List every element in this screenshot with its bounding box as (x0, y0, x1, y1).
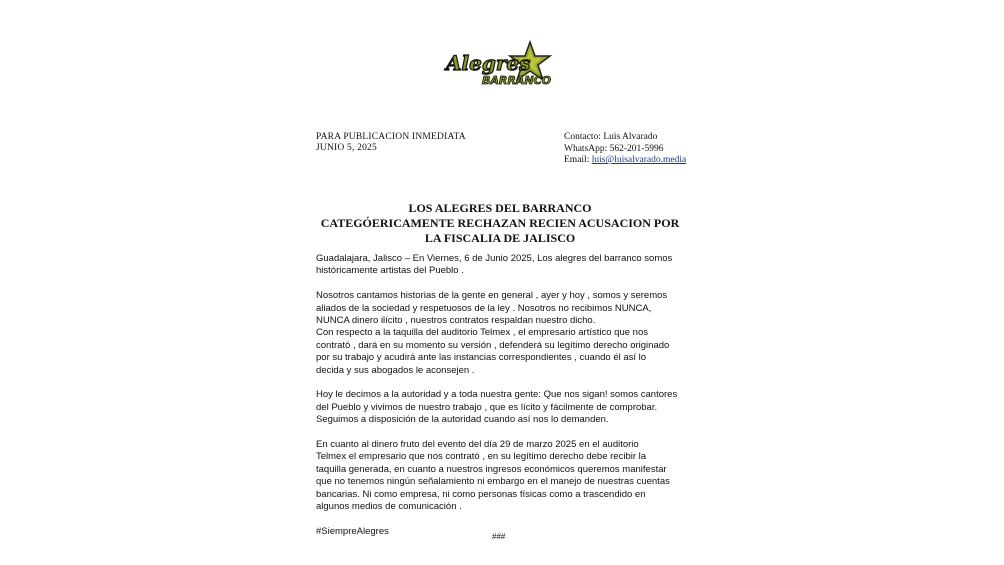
text-line: bancarias. Ni como empresa, ni como personas físicas como a trascendido en (316, 488, 646, 500)
text-line: históricamente artistas del Pueblo . (316, 265, 464, 277)
contact-email-label: Email: (564, 155, 592, 166)
paragraph-taquilla (316, 327, 696, 377)
paragraph-intro (316, 253, 696, 278)
text-line: por su trabajo y acudirá ante las instancias correspondientes , cuando él así lo (316, 352, 647, 364)
text-line: aliados de la sociedad y respetuosos de la ley . Nosotros no recibimos NUNCA, (316, 302, 652, 314)
title-line: CATEGÓERICAMENTE RECHAZAN RECIEN ACUSACION POR (320, 216, 680, 230)
alegres-del-barranco-logo (438, 40, 558, 90)
contact-whatsapp: WhatsApp: 562-201-5996 (564, 143, 664, 154)
press-release-body (316, 253, 696, 538)
logo-text-barranco: BARRANCO (482, 74, 551, 87)
text-line: contrató , dará en su momento su versión , defenderá su legítimo derecho originado (316, 339, 670, 351)
contact-email-link[interactable]: luis@luisalvarado.media (591, 155, 687, 166)
release-header (316, 132, 466, 154)
release-date: JUNIO 5, 2025 (316, 143, 377, 153)
text-line: que no tenemos ningún señalamiento ni embargo en el manejo de nuestras cuentas (316, 476, 670, 488)
text-line: Con respecto a la taquilla del auditorio Telmex , el empresario artístico que nos (316, 327, 648, 339)
text-line: En cuanto al dinero fruto del evento del día 29 de marzo 2025 en el auditorio (316, 439, 639, 451)
press-release-title (300, 201, 700, 246)
paragraph-funds (316, 439, 696, 513)
hashtag: #SiempreAlegres (316, 525, 389, 537)
text-line: del Pueblo y vivimos de nuestro trabajo , que es lícito y fácilmente de comprobar. (316, 401, 658, 413)
text-line: Guadalajara, Jalisco – En Viernes, 6 de Junio 2025, Los alegres del barranco somos (316, 253, 673, 264)
release-type: PARA PUBLICACION INMEDIATA (316, 132, 466, 142)
text-line: taquilla generada, en cuanto a nuestros ingresos económicos queremos manifestar (316, 463, 667, 475)
contact-email-row (564, 155, 686, 167)
logo-text-alegres: Alegres (446, 51, 531, 75)
text-line: Nosotros cantamos historias de la gente en general , ayer y hoy , somos y seremos (316, 290, 668, 302)
title-line: LA FISCALIA DE JALISCO (424, 231, 576, 245)
contact-block (564, 132, 686, 167)
text-line: Hoy le decimos a la autoridad y a toda nuestra gente: Que nos sigan! somos cantores (316, 389, 678, 401)
text-line: Seguimos a disposición de la autoridad cuando así nos lo demanden. (316, 414, 609, 426)
paragraph-authority (316, 389, 696, 426)
end-mark: ### (492, 532, 506, 541)
title-line: LOS ALEGRES DEL BARRANCO (408, 201, 592, 215)
text-line: Telmex el empresario que nos contrató , en su legítimo derecho debe recibir la (316, 451, 647, 463)
paragraph-statement (316, 290, 696, 327)
contact-name: Contacto: Luis Alvarado (564, 132, 658, 142)
text-line: NUNCA dinero ilícito , nuestros contratos respaldan nuestro dicho. (316, 315, 596, 327)
text-line: algunos medios de comunicación . (316, 501, 462, 513)
text-line: decida y sus abogados le aconsejen . (316, 364, 475, 376)
